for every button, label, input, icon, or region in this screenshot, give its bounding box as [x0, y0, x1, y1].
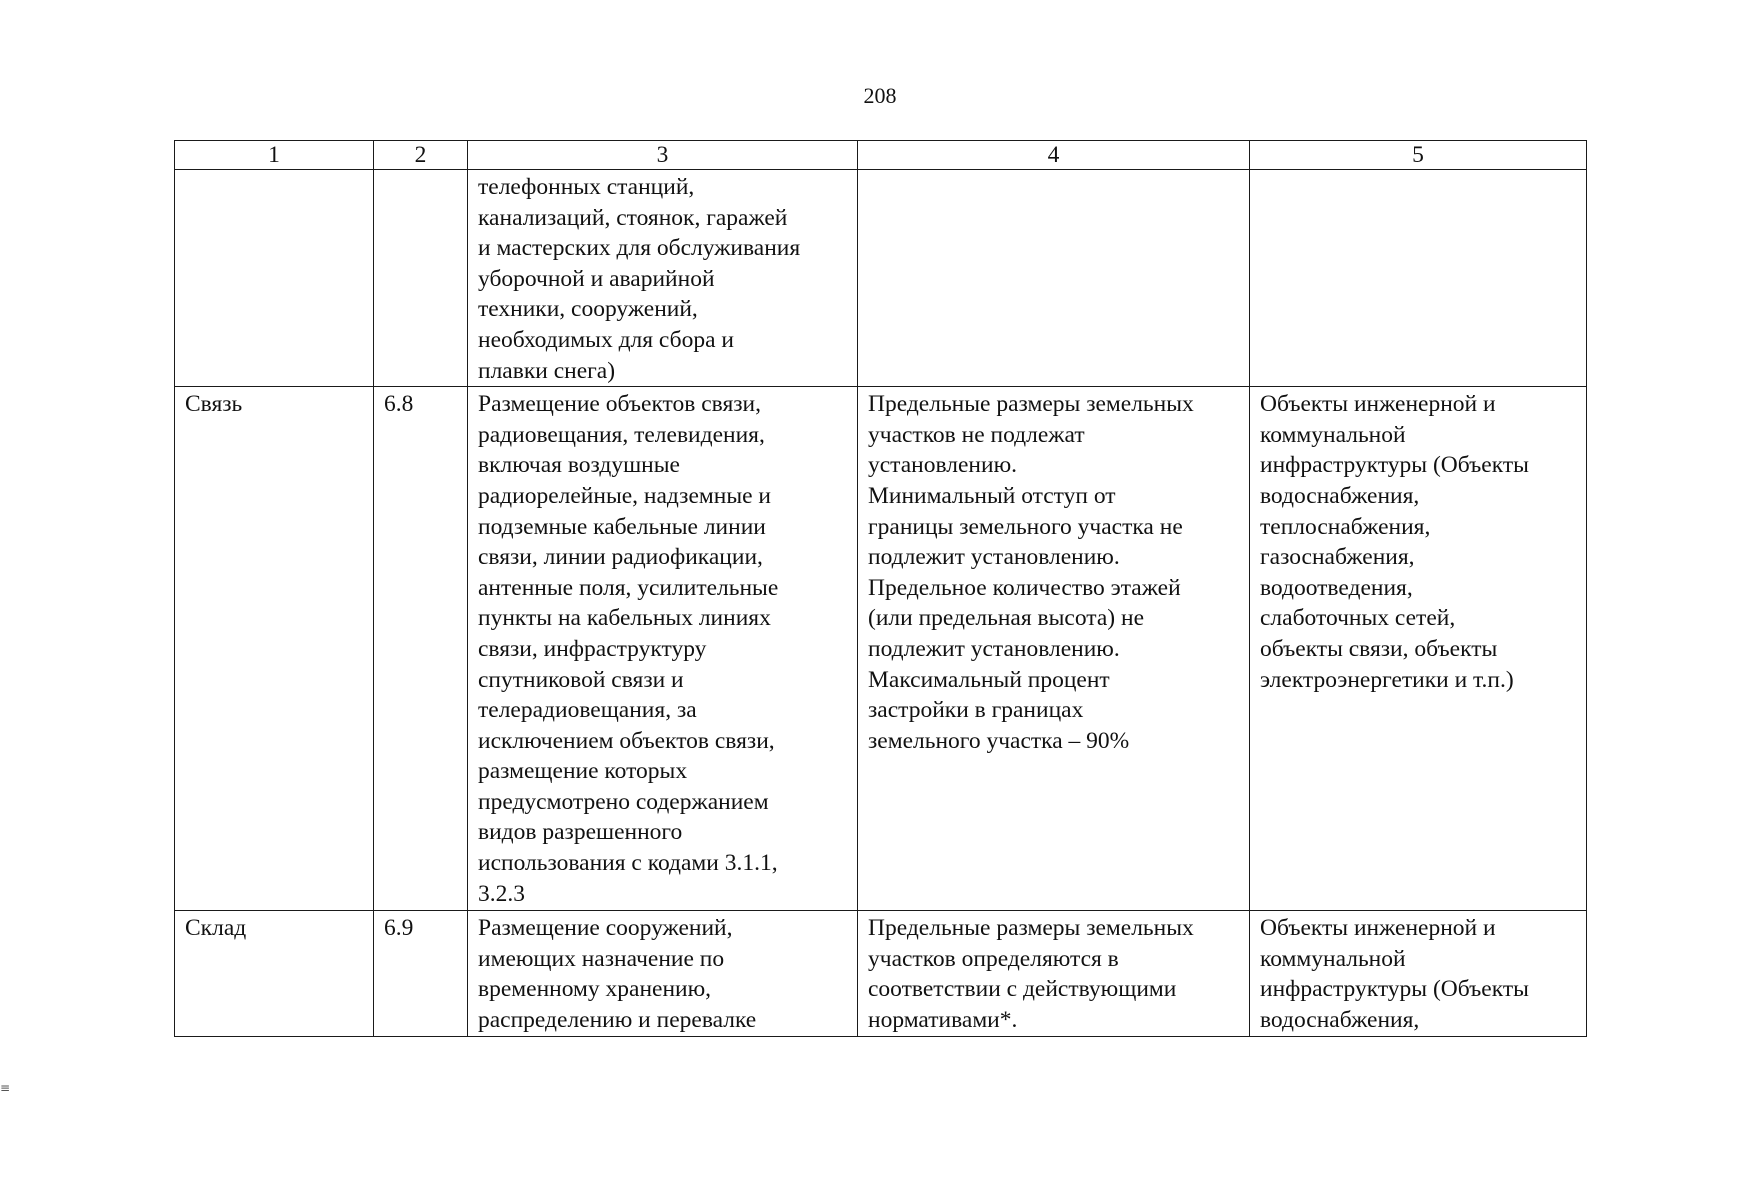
- page-number: 208: [863, 83, 897, 108]
- use-name-cell: [175, 387, 374, 911]
- parameters-text: Предельные размеры земельных участков не подлежат установлению. Минимальный отступ от границы земельного участка не подлежит установлению. Предельное количество этажей (или предельная высота) не подлежит установлению. Максимальный процент застройки в границах земельного участка – 90%: [868, 391, 1194, 754]
- scan-artifact-mark: ≡: [0, 1081, 11, 1095]
- use-description-cell: [468, 170, 858, 387]
- use-name-text: Склад: [185, 915, 247, 942]
- use-description-text: Размещение сооружений, имеющих назначение по временному хранению, распределению и перевалке: [478, 915, 757, 1033]
- use-description-text: телефонных станций, канализаций, стоянок, гаражей и мастерских для обслуживания уборочной и аварийной техники, сооружений, необходимых для сбора и плавки снега): [478, 174, 801, 384]
- use-code-cell: [374, 170, 468, 387]
- land-use-table: [174, 140, 1587, 1037]
- use-description-cell: [468, 911, 858, 1036]
- use-code-cell: [374, 911, 468, 1036]
- column-header-1: 1: [175, 141, 374, 170]
- auxiliary-uses-text: Объекты инженерной и коммунальной инфраструктуры (Объекты водоснабжения, теплоснабжения, газоснабжения, водоотведения, слаботочных сетей, объекты связи, объекты электроэнергетики и т.п.): [1260, 391, 1529, 693]
- use-description-text: Размещение объектов связи, радиовещания, телевидения, включая воздушные радиорелейные, надземные и подземные кабельные линии связи, линии радиофикации, антенные поля, усилительные пункты на кабельных линиях связи, инфраструктуру спутниковой связи и телерадиовещания, за исключением объектов связи, размещение которых предусмотрено содержанием видов разрешенного использования с кодами 3.1.1, 3.2.3: [478, 391, 779, 907]
- table-row-svyaz: [175, 387, 1587, 911]
- use-name-cell: [175, 911, 374, 1036]
- use-code-text: 6.9: [384, 915, 414, 942]
- use-name-cell: [175, 170, 374, 387]
- parameters-cell: [858, 387, 1250, 911]
- table-header-row: [175, 141, 1587, 170]
- auxiliary-uses-text: Объекты инженерной и коммунальной инфраструктуры (Объекты водоснабжения,: [1260, 915, 1529, 1033]
- auxiliary-uses-cell: [1250, 911, 1587, 1036]
- parameters-text: Предельные размеры земельных участков определяются в соответствии с действующими нормативами*.: [868, 915, 1194, 1033]
- use-code-text: 6.8: [384, 391, 414, 418]
- use-code-cell: [374, 387, 468, 911]
- table-row-continuation: [175, 170, 1587, 387]
- column-header-5: 5: [1250, 141, 1587, 170]
- auxiliary-uses-cell: [1250, 387, 1587, 911]
- column-header-3: 3: [468, 141, 858, 170]
- column-header-4: 4: [858, 141, 1250, 170]
- column-header-2: 2: [374, 141, 468, 170]
- parameters-cell: [858, 911, 1250, 1036]
- use-name-text: Связь: [185, 391, 243, 418]
- table-row-sklad: [175, 911, 1587, 1036]
- use-description-cell: [468, 387, 858, 911]
- parameters-cell: [858, 170, 1250, 387]
- auxiliary-uses-cell: [1250, 170, 1587, 387]
